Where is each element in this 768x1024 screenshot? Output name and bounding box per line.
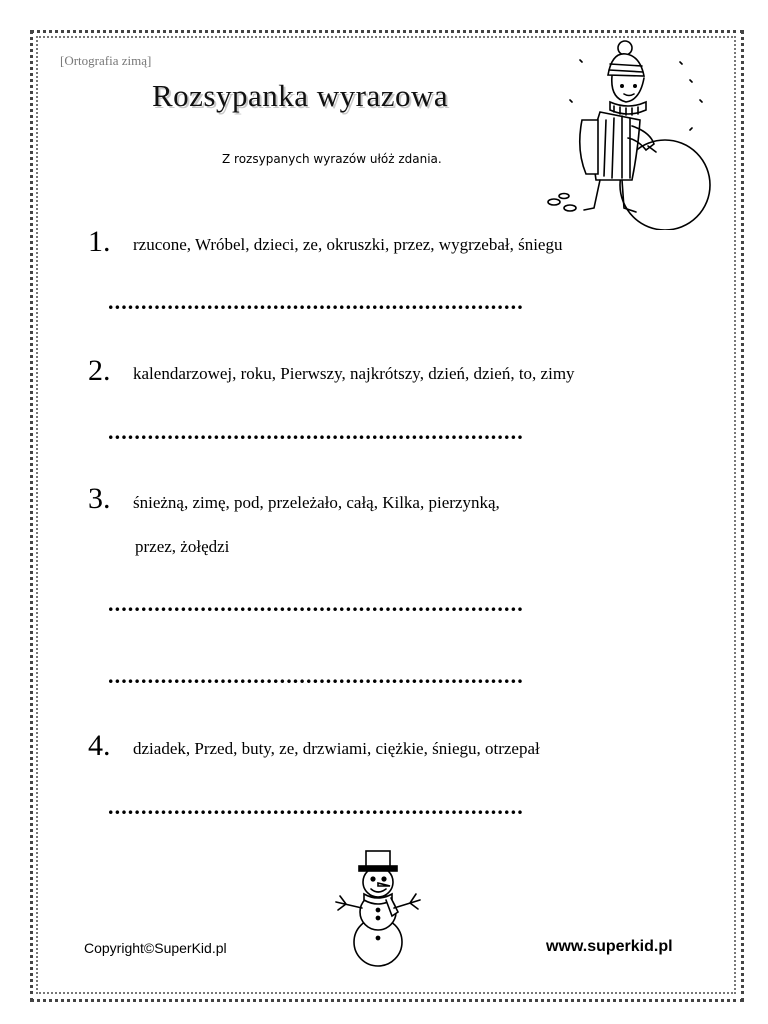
exercise-4-number: 4. <box>88 729 111 762</box>
exercise-3-words-line-2: przez, żołędzi <box>135 537 230 556</box>
website-link[interactable]: www.superkid.pl <box>546 938 673 955</box>
exercise-1-words: rzucone, Wróbel, dzieci, ze, okruszki, przez, wygrzebał, śniegu <box>133 235 563 254</box>
child-snowball-icon <box>540 40 720 230</box>
instruction-text: Z rozsypanych wyrazów ułóż zdania. <box>222 152 442 166</box>
exercise-2-answer-line[interactable]: ............................................................... <box>108 422 524 442</box>
exercise-3-answer-line-1[interactable]: ............................................................... <box>108 594 524 614</box>
exercise-3-words-line-1: śnieżną, zimę, pod, przeleżało, całą, Kilka, pierzynką, <box>133 493 500 512</box>
exercise-3-number: 3. <box>88 482 111 515</box>
snowman-icon <box>328 846 428 970</box>
exercise-4-answer-line[interactable]: ............................................................... <box>108 797 524 817</box>
exercise-3-answer-line-2[interactable]: ............................................................... <box>108 666 524 686</box>
topic-tag: [Ortografia zimą] <box>60 53 152 68</box>
copyright-text: Copyright©SuperKid.pl <box>84 940 227 956</box>
exercise-4-words: dziadek, Przed, buty, ze, drzwiami, ciężkie, śniegu, otrzepał <box>133 739 540 758</box>
page-title: Rozsypanka wyrazowa <box>152 78 449 113</box>
exercise-2-number: 2. <box>88 354 111 387</box>
exercise-2-words: kalendarzowej, roku, Pierwszy, najkrótszy, dzień, dzień, to, zimy <box>133 364 575 383</box>
exercise-1-answer-line[interactable]: ............................................................... <box>108 292 524 312</box>
exercise-1-number: 1. <box>88 225 111 258</box>
